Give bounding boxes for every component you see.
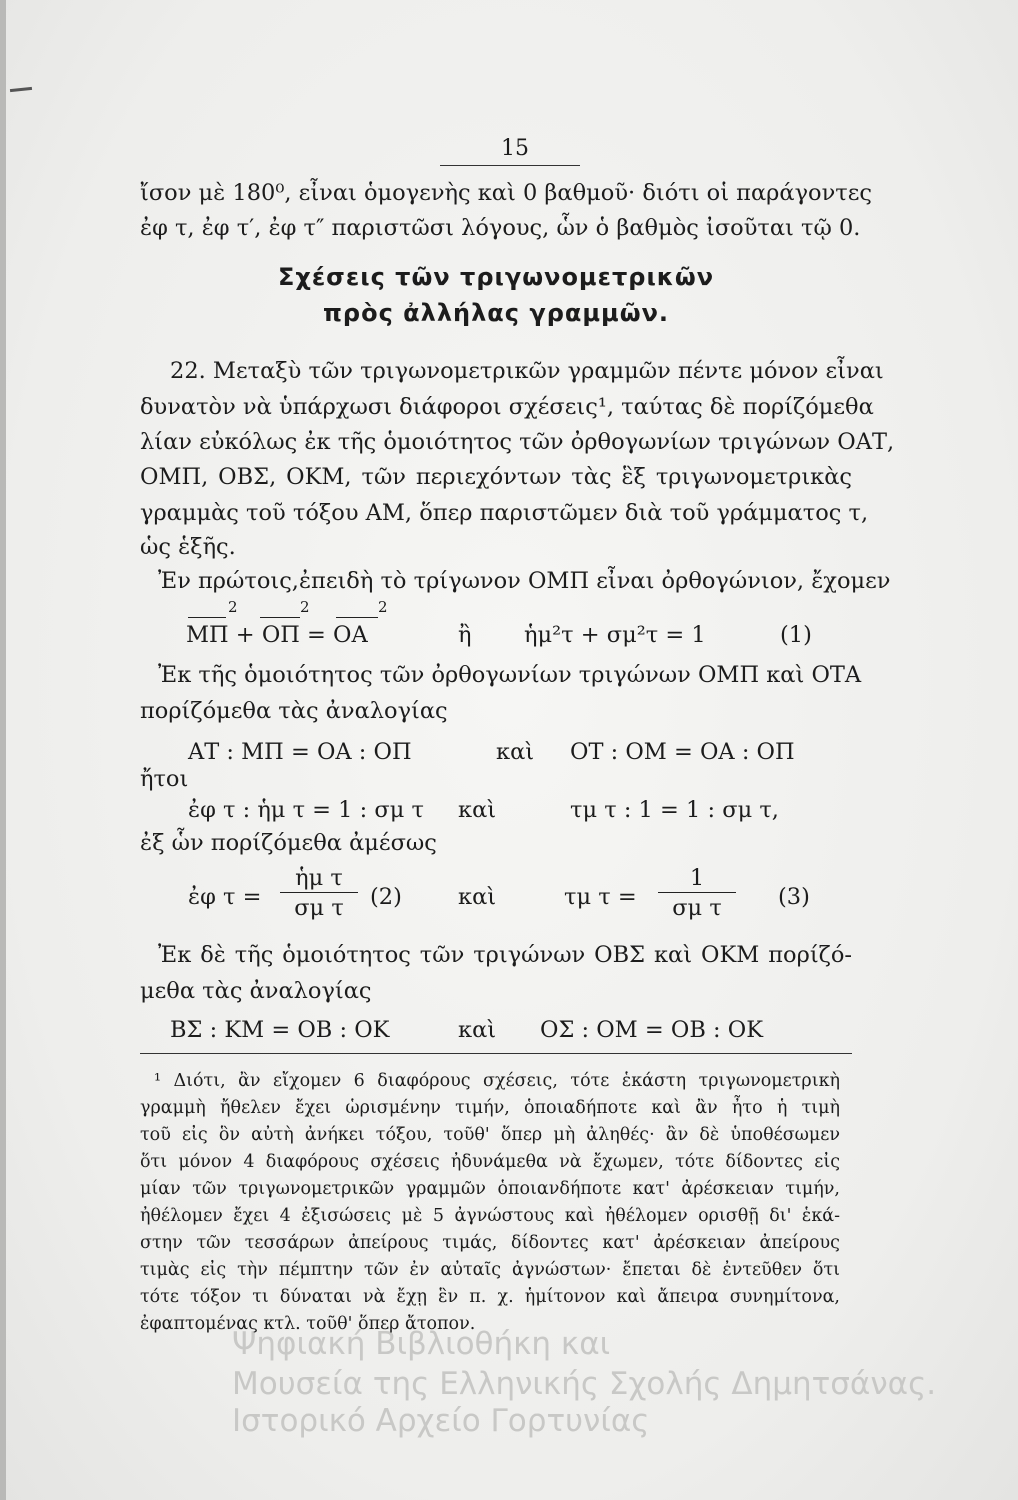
footnote-line: ἐφαπτομένας κτλ. τοῦθ' ὅπερ ἄτοπον. <box>140 1314 476 1334</box>
page-number-rule <box>440 165 580 166</box>
fraction-denominator: σμ τ <box>294 895 344 921</box>
footnote-line: τοῦ εἰς ὃν αὐτὴ ἀνήκει τόξου, τοῦθ' ὅπερ μὴ ἀληθές· ἂν δὲ ὑποθέσωμεν <box>140 1125 840 1145</box>
text-line: Ἐν πρώτοις,ἐπειδὴ τὸ τρίγωνον ΟΜΠ εἶναι ὀρθογώνιον, ἔχομεν <box>158 568 891 594</box>
equation-identity: ἡμ²τ + σμ²τ = 1 <box>524 622 706 648</box>
watermark-line-2: Μουσεία της Ελληνικής Σχολής Δημητσάνας. <box>232 1366 937 1402</box>
page-number: 15 <box>501 136 529 161</box>
secant-lhs: τμ τ = <box>564 884 637 910</box>
proportion-left: ΒΣ : ΚΜ = ΟΒ : ΟΚ <box>170 1017 390 1043</box>
fraction-numerator: 1 <box>689 865 705 891</box>
tangent-lhs: ἐφ τ = <box>188 884 262 910</box>
text-line: ὡς ἑξῆς. <box>140 534 236 560</box>
text-line: 22. Μεταξὺ τῶν τριγωνομετρικῶν γραμμῶν πέντε μόνον εἶναι <box>170 358 884 384</box>
text-line: ἴσον μὲ 180⁰, εἶναι ὁμογενὴς καὶ 0 βαθμοῦ· διότι οἱ παράγοντες <box>140 180 872 206</box>
text-line: ΟΜΠ, ΟΒΣ, ΟΚΜ, τῶν περιεχόντων τὰς ἓξ τριγωνομετρικὰς <box>140 464 852 490</box>
section-heading-line-2: πρὸς ἀλλήλας γραμμῶν. <box>322 299 670 327</box>
ratio-right: τμ τ : 1 = 1 : σμ τ, <box>570 797 779 823</box>
overline <box>260 617 300 618</box>
fraction-denominator: σμ τ <box>672 895 722 921</box>
proportion-right: ΟΤ : ΟΜ = ΟΑ : ΟΠ <box>570 739 795 765</box>
footnote-line: στην τῶν τεσσάρων ἀπείρους τιμάς, δίδοντες κατ' ἀρέσκειαν ἀπείρους <box>140 1233 840 1253</box>
page-spine-shadow <box>0 0 6 1500</box>
tangent-fraction <box>280 864 358 923</box>
text-line: πορίζόμεθα τὰς ἀναλογίας <box>140 698 448 724</box>
footnote-line: ἠθέλομεν ἔχει 4 ἐξισώσεις μὲ 5 ἀγνώστους καὶ ἠθέλομεν ορισθῇ δι' ἑκά- <box>140 1206 840 1226</box>
equation-number: (2) <box>370 884 402 910</box>
text-line: Ἐκ δὲ τῆς ὁμοιότητος τῶν τριγώνων ΟΒΣ καὶ ΟΚΜ πορίζό- <box>158 942 852 968</box>
footnote-line: τιμὰς εἰς τὴν πέμπτην τῶν ἐν αὐταῖς ἀγνώστων· ἔπεται δὲ ἐντεῦθεν ὅτι <box>140 1260 840 1280</box>
fraction-numerator: ἡμ τ <box>295 865 343 891</box>
footnote-line: μίαν τῶν τριγωνομετρικῶν γραμμῶν ὁποιανδήποτε κατ' ἀρέσκειαν τιμήν, <box>140 1179 840 1199</box>
fraction-and: καὶ <box>458 884 497 910</box>
section-heading-line-1: Σχέσεις τῶν τριγωνομετρικῶν <box>277 263 715 291</box>
proportion-and: καὶ <box>496 739 535 765</box>
exponent: 2 <box>378 598 388 616</box>
text-line: Ἐκ τῆς ὁμοιότητος τῶν ὀρθογωνίων τριγώνων ΟΜΠ καὶ ΟΤΑ <box>158 662 862 688</box>
equation-number: (3) <box>778 884 810 910</box>
footnote-line: γραμμὴ ἤθελεν ἔχει ὡρισμένην τιμήν, ὁποιαδήποτε καὶ ἂν ἦτο ἡ τιμὴ <box>140 1098 840 1118</box>
equation-number: (1) <box>780 622 812 648</box>
footnote-line: ὅτι μόνον 4 διαφόρους σχέσεις ἠδυνάμεθα νὰ ἔχωμεν, τότε δίδοντες εἰς <box>140 1152 840 1172</box>
text-line: λίαν εὐκόλως ἐκ τῆς ὁμοιότητος τῶν ὀρθογωνίων τριγώνων ΟΑΤ, <box>140 429 895 455</box>
footnote-rule <box>140 1053 852 1054</box>
equation-or: ἢ <box>458 622 472 648</box>
watermark-line-1: Ψηφιακή Βιβλιοθήκη και <box>232 1326 611 1362</box>
equation-pythagoras-lhs: ΜΠ + ΟΠ = ΟΑ <box>186 622 368 648</box>
footnote-line: τότε τόξον τι δύναται νὰ ἔχῃ ἓν π. χ. ἡμίτονον καὶ ἄπειρα συνημίτονα, <box>140 1287 840 1307</box>
secant-fraction <box>658 864 736 923</box>
footnote-line: ¹ Διότι, ἂν εἴχομεν 6 διαφόρους σχέσεις, τότε ἑκάστη τριγωνομετρικὴ <box>154 1071 840 1091</box>
proportion-left: ΑΤ : ΜΠ = ΟΑ : ΟΠ <box>188 739 412 765</box>
watermark-line-3: Ιστορικό Αρχείο Γορτυνίας <box>232 1403 650 1439</box>
text-line: δυνατὸν νὰ ὑπάρχωσι διάφοροι σχέσεις¹, ταύτας δὲ πορίζόμεθα <box>140 394 874 420</box>
exponent: 2 <box>300 598 310 616</box>
text-line: ἐξ ὧν πορίζόμεθα ἀμέσως <box>140 830 437 856</box>
text-line: ἤτοι <box>140 766 189 792</box>
edge-mark <box>10 87 32 92</box>
text-line: μεθα τὰς ἀναλογίας <box>140 978 372 1004</box>
text-line: ἐφ τ, ἐφ τ′, ἐφ τ″ παριστῶσι λόγους, ὧν ὁ βαθμὸς ἰσοῦται τῷ 0. <box>140 215 861 241</box>
overline <box>188 617 226 618</box>
overline <box>336 617 378 618</box>
text-line: γραμμὰς τοῦ τόξου ΑΜ, ὅπερ παριστῶμεν διὰ τοῦ γράμματος τ, <box>140 500 869 526</box>
ratio-left: ἐφ τ : ἡμ τ = 1 : σμ τ <box>188 797 424 823</box>
ratio-and: καὶ <box>458 797 497 823</box>
exponent: 2 <box>228 598 238 616</box>
proportion-and: καὶ <box>458 1017 497 1043</box>
proportion-right: ΟΣ : ΟΜ = ΟΒ : ΟΚ <box>540 1017 764 1043</box>
